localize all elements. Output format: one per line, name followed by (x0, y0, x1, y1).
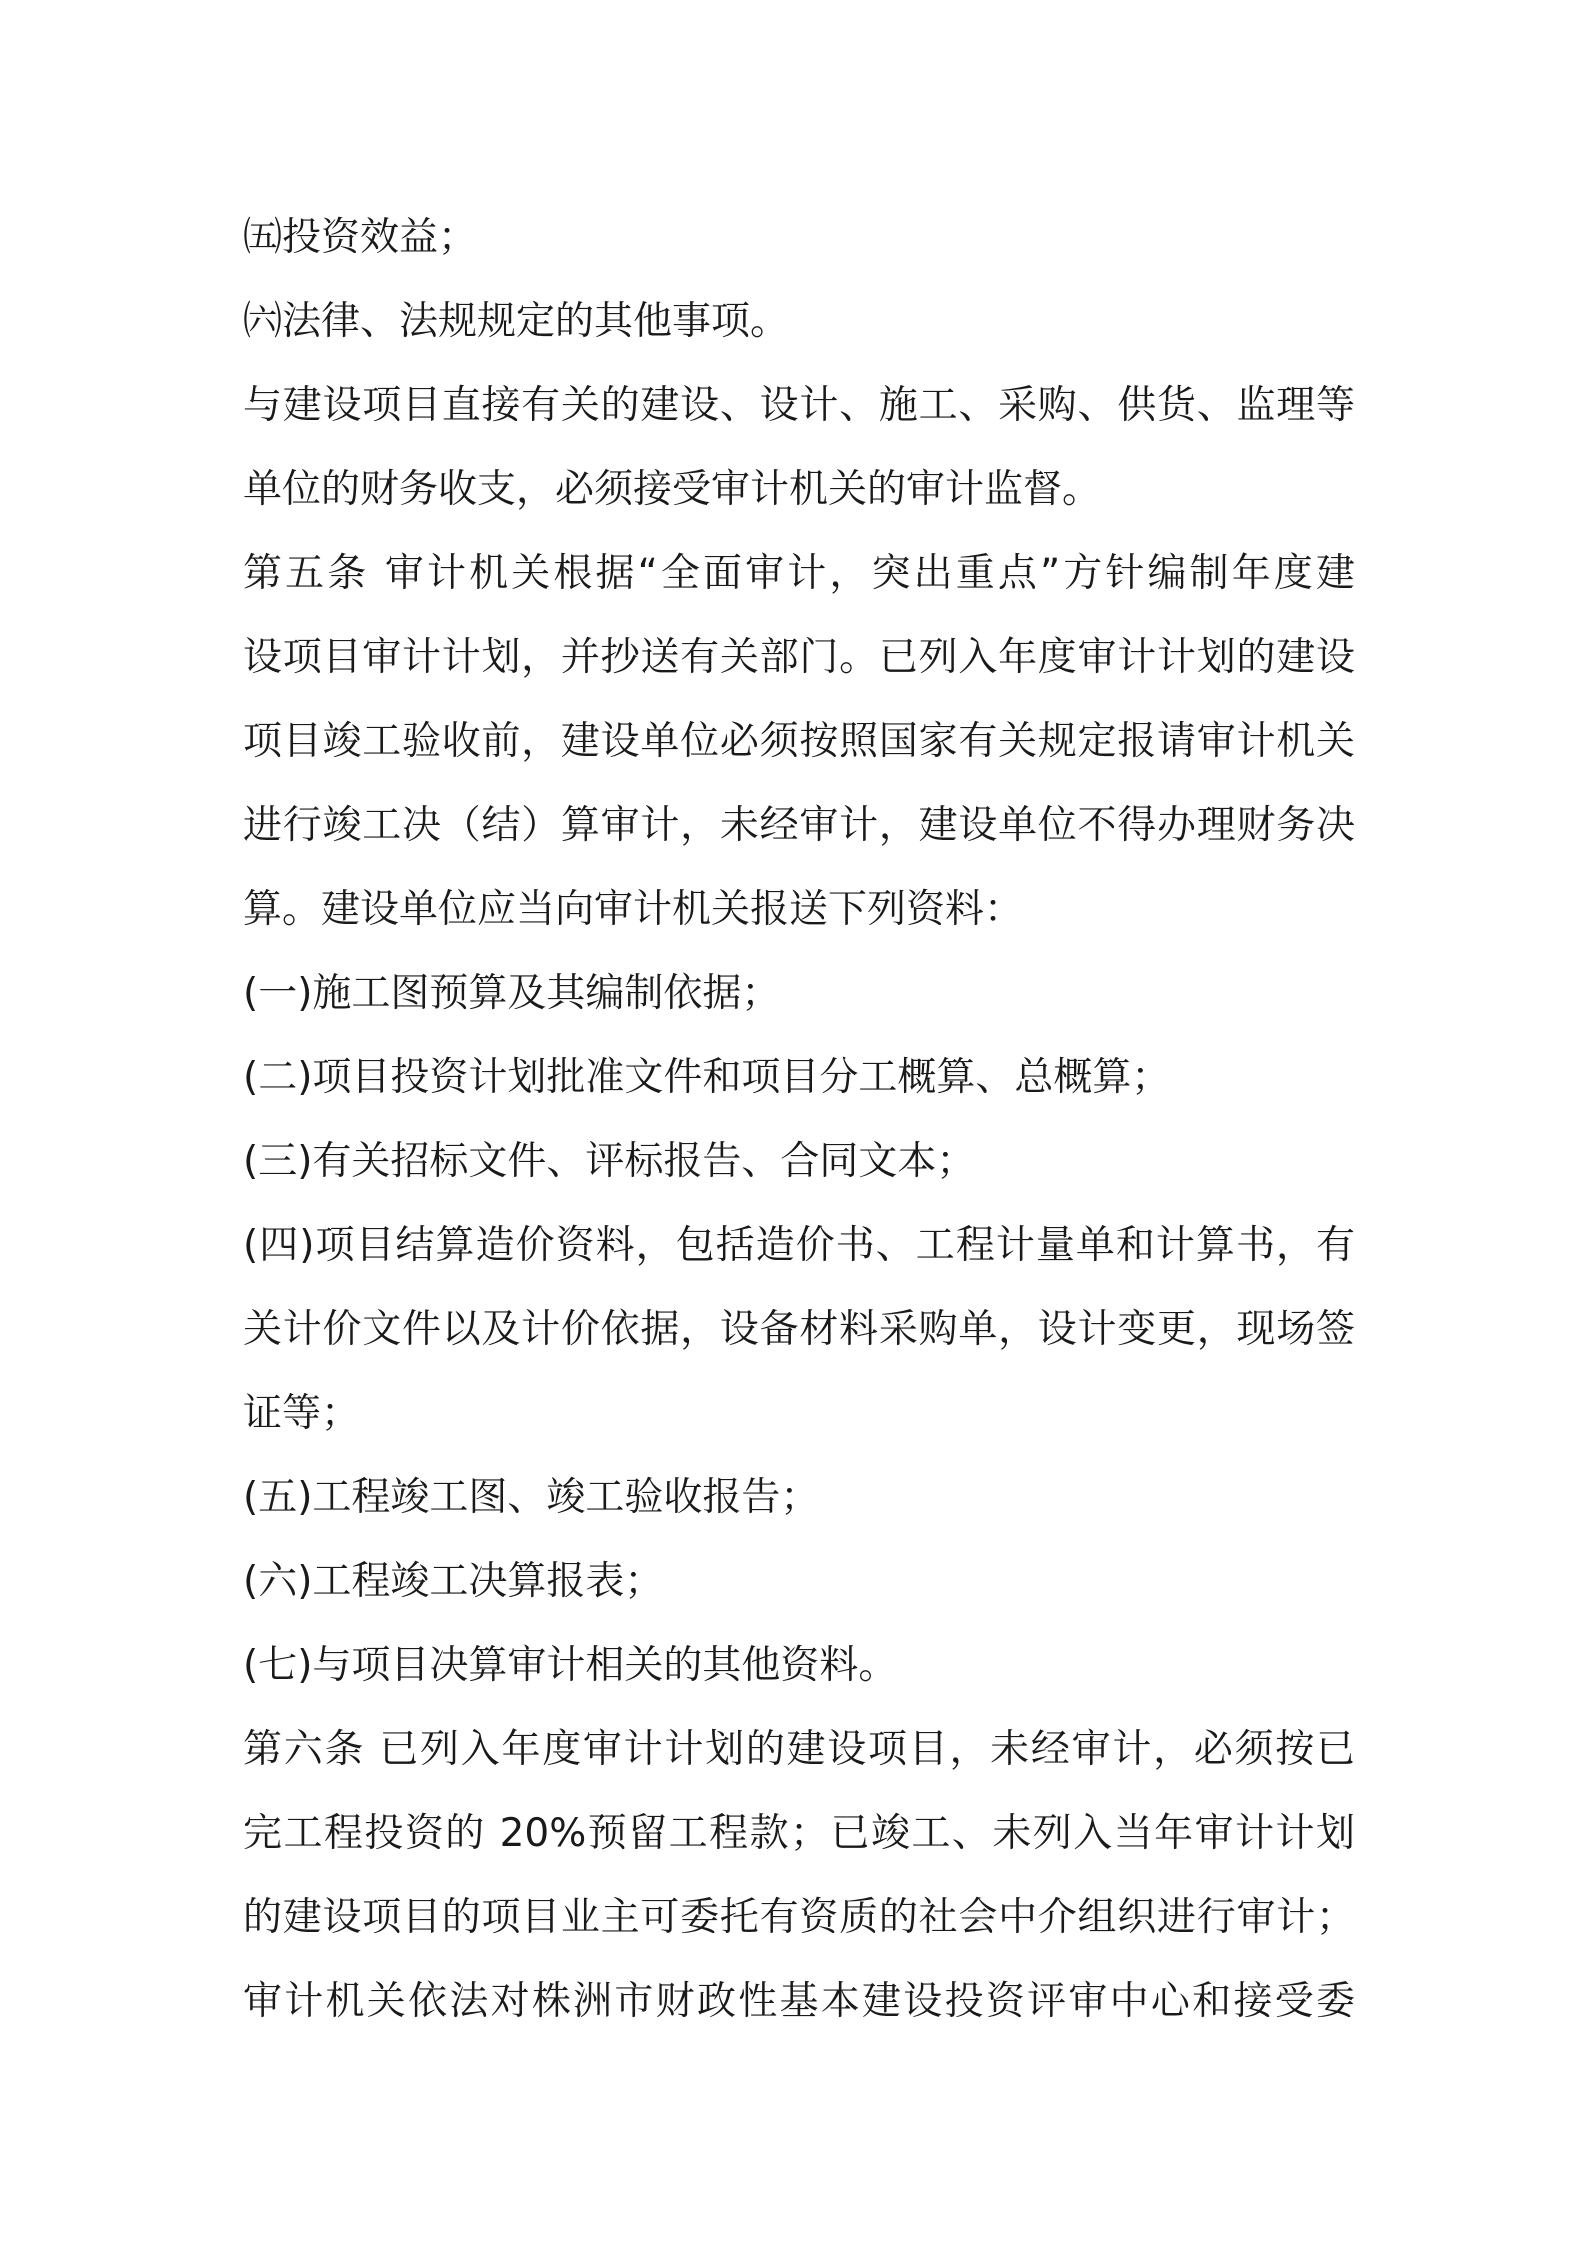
paragraph-line: 单位的财务收支，必须接受审计机关的审计监督。 (243, 467, 1102, 512)
document-body (243, 196, 1355, 2044)
article-5-line: 算。建设单位应当向审计机关报送下列资料： (243, 887, 1024, 932)
item-6-other-matters: ㈥法律、法规规定的其他事项。 (243, 299, 790, 344)
article-6-line: 审计机关依法对株洲市财政性基本建设投资评审中心和接受委 (243, 1979, 1355, 2024)
article-5-line: 设项目审计计划，并抄送有关部门。已列入年度审计计划的建设 (243, 635, 1355, 680)
list-item: (六)工程竣工决算报表； (243, 1559, 664, 1604)
list-item: (三)有关招标文件、评标报告、合同文本； (243, 1139, 976, 1184)
list-item: (四)项目结算造价资料，包括造价书、工程计量单和计算书，有 (243, 1223, 1355, 1268)
list-item: 关计价文件以及计价依据，设备材料采购单，设计变更，现场签 (243, 1307, 1355, 1352)
list-item: 证等； (243, 1391, 361, 1436)
list-item: (五)工程竣工图、竣工验收报告； (243, 1475, 820, 1520)
article-5-line: 项目竣工验收前，建设单位必须按照国家有关规定报请审计机关 (243, 719, 1355, 764)
list-item: (七)与项目决算审计相关的其他资料。 (243, 1643, 898, 1688)
article-6-line: 完工程投资的 20%预留工程款；已竣工、未列入当年审计计划 (243, 1811, 1355, 1856)
list-item: (二)项目投资计划批准文件和项目分工概算、总概算； (243, 1055, 1171, 1100)
article-5-line: 第五条 审计机关根据“全面审计，突出重点”方针编制年度建 (243, 551, 1355, 596)
paragraph-line: 与建设项目直接有关的建设、设计、施工、采购、供货、监理等 (243, 383, 1355, 428)
article-6-line: 第六条 已列入年度审计计划的建设项目，未经审计，必须按已 (243, 1727, 1355, 1772)
list-item: (一)施工图预算及其编制依据； (243, 971, 781, 1016)
article-6-line: 的建设项目的项目业主可委托有资质的社会中介组织进行审计； (243, 1895, 1355, 1940)
article-5-line: 进行竣工决（结）算审计，未经审计，建设单位不得办理财务决 (243, 803, 1355, 848)
item-5-investment-benefit: ㈤投资效益； (243, 215, 478, 260)
